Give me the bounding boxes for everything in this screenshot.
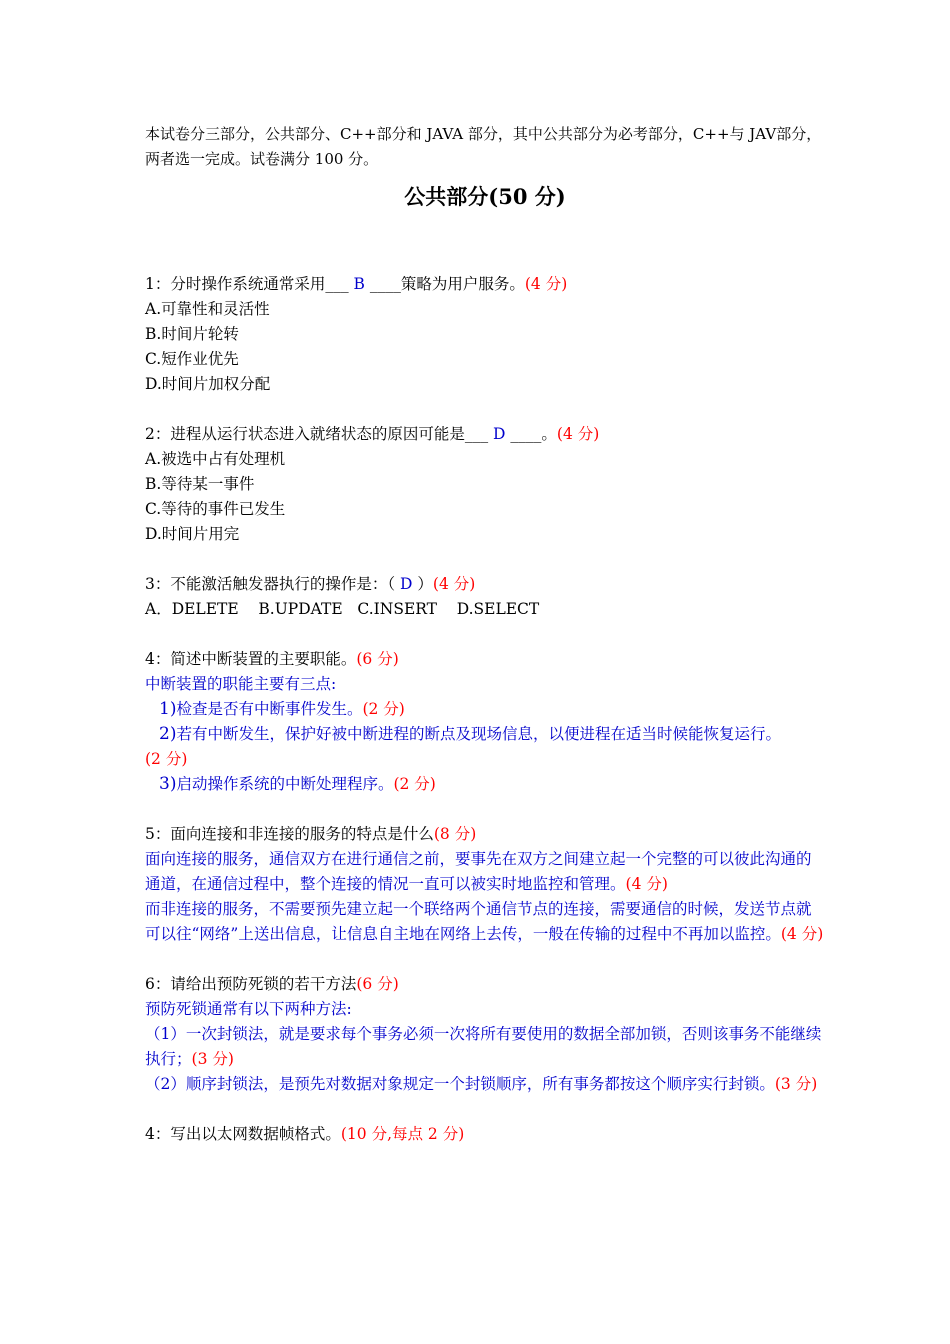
question-7-text: 4：写出以太网数据帧格式。: [145, 1125, 341, 1143]
question-3-stem: [145, 572, 825, 597]
question-2-text: 2：进程从运行状态进入就绪状态的原因可能是___: [145, 425, 494, 443]
question-1-score: (4 分): [524, 275, 568, 293]
answer-score: (4 分): [625, 875, 668, 893]
item-score: (3 分): [191, 1050, 234, 1068]
question-6-item: [145, 1022, 825, 1072]
question-6-item: [145, 1072, 825, 1097]
question-4-score: (6 分): [356, 650, 399, 668]
question-6-score: (6 分): [356, 975, 399, 993]
point-score: (2 分): [393, 775, 436, 793]
point-score: (2 分): [362, 700, 405, 718]
point-text: 启动操作系统的中断处理程序。: [176, 775, 394, 793]
point-number: 1): [159, 699, 177, 719]
question-1-option: C.短作业优先: [145, 350, 239, 368]
question-4-point: [145, 772, 825, 797]
question-6-answer-intro: 预防死锁通常有以下两种方法:: [145, 1000, 352, 1018]
item-text: （1）一次封锁法，就是要求每个事务必须一次将所有要使用的数据全部加锁，否则该事务不能继续执行；: [145, 1025, 822, 1068]
point-number: 2): [159, 724, 177, 744]
question-1-option: D.时间片加权分配: [145, 375, 271, 393]
question-5-answer-para: [145, 847, 825, 897]
question-2-option: D.时间片用完: [145, 525, 240, 543]
question-3-text-after: ）: [412, 575, 433, 593]
question-1-option: B.时间片轮转: [145, 325, 239, 343]
question-5-text: 5：面向连接和非连接的服务的特点是什么: [145, 825, 434, 843]
question-6-stem: [145, 972, 825, 997]
question-4-text: 4：简述中断装置的主要职能。: [145, 650, 357, 668]
answer-text: 而非连接的服务，不需要预先建立起一个联络两个通信节点的连接，需要通信的时候，发送节点就可以往“网络”上送出信息，让信息自主地在网络上去传，一般在传输的过程中不再加以监控。: [145, 900, 812, 943]
question-2-option: C.等待的事件已发生: [145, 500, 286, 518]
item-text: （2）顺序封锁法，是预先对数据对象规定一个封锁顺序，所有事务都按这个顺序实行封锁。: [145, 1075, 775, 1093]
question-2-text-after: ____。: [505, 425, 557, 443]
point-text: 检查是否有中断事件发生。: [176, 700, 363, 718]
question-1-text-after: ____策略为用户服务。: [364, 275, 525, 293]
item-score: (3 分): [774, 1075, 818, 1093]
question-2-score: (4 分): [556, 425, 600, 443]
question-3-score: (4 分): [432, 575, 476, 593]
question-3-answer: D: [400, 575, 413, 593]
point-number: 3): [159, 774, 177, 794]
question-5-stem: [145, 822, 825, 847]
point-score: (2 分): [145, 750, 188, 768]
exam-document: [145, 122, 825, 1147]
question-1-answer: B: [353, 275, 365, 293]
question-2-answer: D: [493, 425, 506, 443]
question-5-score: (8 分): [433, 825, 477, 843]
question-4-point: [145, 722, 825, 772]
question-3-options: A．DELETE B.UPDATE C.INSERT D.SELECT: [145, 600, 540, 618]
question-1-option: A.可靠性和灵活性: [145, 300, 270, 318]
point-text: 若有中断发生，保护好被中断进程的断点及现场信息，以便进程在适当时候能恢复运行。: [176, 725, 781, 743]
question-7-score: (10 分,每点 2 分): [340, 1125, 465, 1143]
answer-text: 面向连接的服务，通信双方在进行通信之前，要事先在双方之间建立起一个完整的可以彼此沟通的通道，在通信过程中，整个连接的情况一直可以被实时地监控和管理。: [145, 850, 812, 893]
question-2-option: A.被选中占有处理机: [145, 450, 286, 468]
question-3-text: 3：不能激活触发器执行的操作是：（: [145, 575, 401, 593]
question-2-stem: [145, 422, 825, 447]
question-1-text: 1：分时操作系统通常采用___: [145, 275, 354, 293]
section-title: 公共部分(50 分): [404, 184, 566, 209]
question-4-answer-intro: 中断装置的职能主要有三点:: [145, 675, 337, 693]
question-1-stem: [145, 272, 825, 297]
question-7-stem: [145, 1122, 825, 1147]
question-4-point: [145, 697, 825, 722]
question-5-answer-para: [145, 897, 825, 947]
question-4-stem: [145, 647, 825, 672]
question-6-text: 6：请给出预防死锁的若干方法: [145, 975, 357, 993]
question-2-option: B.等待某一事件: [145, 475, 255, 493]
intro-paragraph: 本试卷分三部分，公共部分、C++部分和 JAVA 部分，其中公共部分为必考部分，C++与 JAV部分，两者选一完成。试卷满分 100 分。: [145, 125, 822, 168]
answer-score: (4 分): [780, 925, 824, 943]
